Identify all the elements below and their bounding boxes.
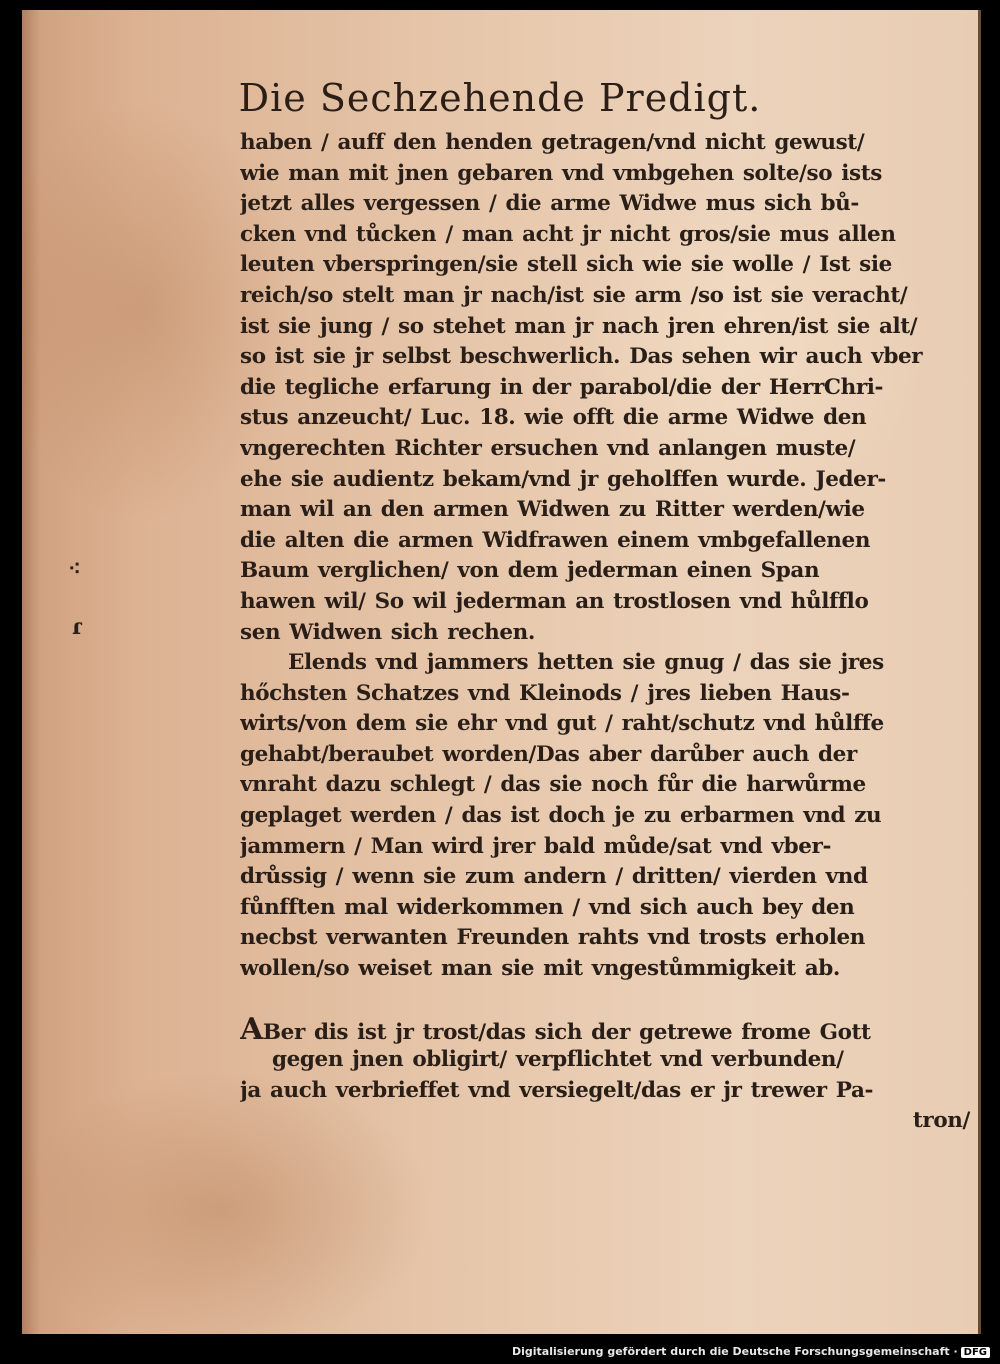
text-line: reich/so stelt man jr nach/ist sie arm /so ist sie veracht/ <box>240 282 908 308</box>
text-line: Baum verglichen/ von dem jederman einen Span <box>240 558 820 584</box>
text-line: die alten die armen Widfrawen einem vmbgefallenen <box>240 527 871 553</box>
text-line-rest: Ber dis ist jr trost/das sich der getrewe frome Gott <box>262 1019 871 1045</box>
text-line: ist sie jung / so stehet man jr nach jren ehren/ist sie alt/ <box>240 313 918 339</box>
text-line: hawen wil/ So wil jederman an trostlosen vnd hůlfflo <box>240 588 869 614</box>
text-line: fůnfften mal widerkommen / vnd sich auch bey den <box>240 894 855 920</box>
text-line: Elends vnd jammers hetten sie gnug / das sie jres <box>288 650 884 676</box>
text-line: gehabt/beraubet worden/Das aber darůber auch der <box>240 741 857 767</box>
text-line: geplaget werden / das ist doch je zu erbarmen vnd zu <box>240 803 882 829</box>
paragraph-3 <box>240 1015 970 1137</box>
text-line <box>240 1015 970 1046</box>
text-line: wollen/so weiset man sie mit vngestůmmigkeit ab. <box>240 956 841 982</box>
initial-letter: A <box>240 1014 263 1046</box>
paragraph-1 <box>240 128 970 648</box>
book-page <box>22 10 981 1334</box>
text-line: leuten vberspringen/sie stell sich wie sie wolle / Ist sie <box>240 252 892 278</box>
paragraph-gap <box>240 985 970 1015</box>
footer-text: Digitalisierung gefördert durch die Deutsche Forschungsgemeinschaft · <box>511 1345 958 1358</box>
text-line: wie man mit jnen gebaren vnd vmbgehen solte/so ists <box>240 160 882 186</box>
catchword: tron/ <box>912 1108 970 1134</box>
text-line: necbst verwanten Freunden rahts vnd trosts erholen <box>240 925 865 951</box>
margin-mark: ɾ <box>72 614 82 640</box>
text-line: so ist sie jr selbst beschwerlich. Das sehen wir auch vber <box>240 344 923 370</box>
text-line: wirts/von dem sie ehr vnd gut / raht/schutz vnd hůlffe <box>240 711 884 737</box>
text-line: stus anzeucht/ Luc. 18. wie offt die arme Widwe den <box>240 405 867 431</box>
text-line: jetzt alles vergessen / die arme Widwe mus sich bů- <box>240 191 859 217</box>
text-line: hőchsten Schatzes vnd Kleinods / jres lieben Haus- <box>240 680 850 706</box>
paragraph-2 <box>240 648 970 985</box>
text-line: vngerechten Richter ersuchen vnd anlangen muste/ <box>240 435 856 461</box>
text-line: man wil an den armen Widwen zu Ritter werden/wie <box>240 497 865 523</box>
text-line: gegen jnen obligirt/ verpflichtet vnd verbunden/ <box>272 1047 844 1073</box>
text-line: drůssig / wenn sie zum andern / dritten/ vierden vnd <box>240 864 868 890</box>
dfg-logo: DFG <box>961 1347 990 1358</box>
text-line: die tegliche erfarung in der parabol/die der HerrChri- <box>240 374 884 400</box>
body-text <box>240 128 970 1137</box>
text-line: cken vnd tůcken / man acht jr nicht gros/sie mus allen <box>240 221 896 247</box>
text-line: haben / auff den henden getragen/vnd nicht gewust/ <box>240 130 865 155</box>
text-line: sen Widwen sich rechen. <box>240 619 535 645</box>
text-line: ehe sie audientz bekam/vnd jr geholffen wurde. Jeder- <box>240 466 886 492</box>
margin-mark: ⁖ <box>68 556 81 582</box>
text-line: vnraht dazu schlegt / das sie noch fůr die harwůrme <box>240 772 866 798</box>
running-header: Die Sechzehende Predigt. <box>238 76 762 120</box>
footer-credit <box>512 1345 990 1358</box>
text-line: jammern / Man wird jrer bald můde/sat vnd vber- <box>240 833 831 859</box>
text-line: ja auch verbrieffet vnd versiegelt/das er jr trewer Pa- <box>240 1077 874 1103</box>
